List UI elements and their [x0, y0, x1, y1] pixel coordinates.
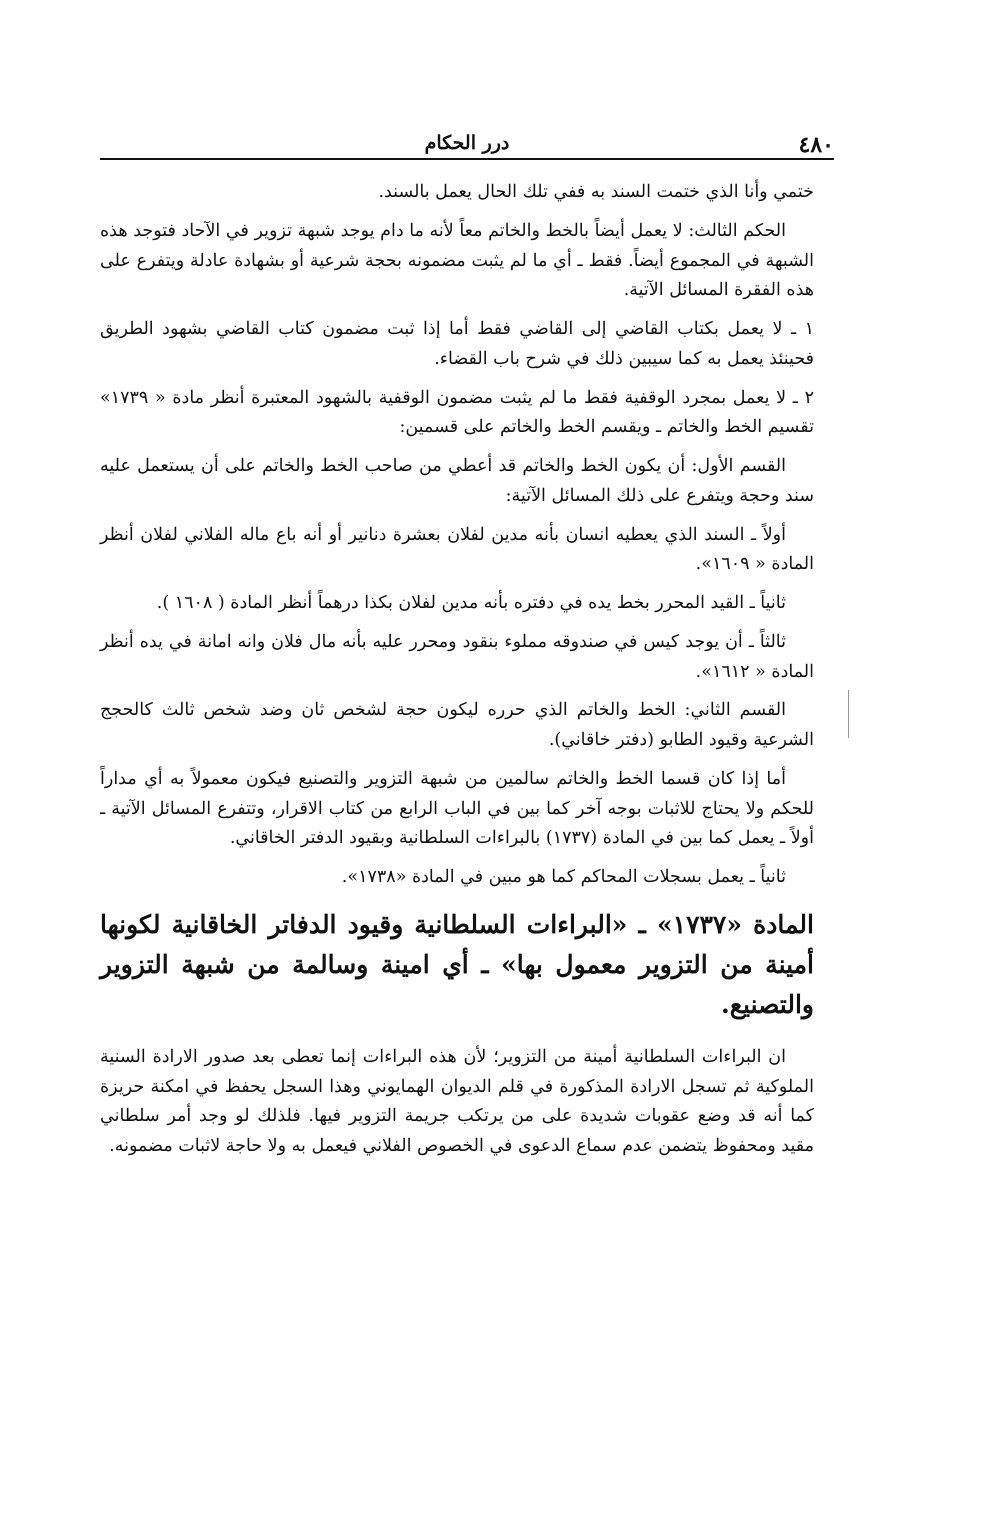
page-header [100, 128, 834, 160]
numbered-item-1: ١ ـ لا يعمل بكتاب القاضي إلى القاضي فقط أما إذا ثبت مضمون كتاب القاضي بشهود الطريق فحينئذ يعمل به كما سيبين ذلك في شرح باب القضاء. [100, 319, 814, 369]
paragraph-second-case: ثانياً ـ القيد المحرر بخط يده في دفتره بأنه مدين لفلان بكذا درهماً أنظر المادة ( ١٦٠٨ ). [156, 593, 786, 613]
numbered-item-2: ٢ ـ لا يعمل بمجرد الوقفية فقط ما لم يثبت مضمون الوقفية بالشهود المعتبرة أنظر مادة « ١٧٣٩» تقسيم الخط والخاتم ـ ويقسم الخط والخاتم على قسمين: [100, 387, 814, 438]
paragraph-first-case: أولاً ـ السند الذي يعطيه انسان بأنه مدين لفلان بعشرة دنانير أو أنه باع ماله الفلاني لفلان أنظر المادة « ١٦٠٩». [100, 524, 814, 575]
margin-mark [848, 690, 849, 738]
article-heading: المادة «١٧٣٧» ـ «البراءات السلطانية وقيود الدفاتر الخاقانية لكونها أمينة من التزوير معمول بها» ـ أي امينة وسالمة من شبهة التزوير والتصنيع. [100, 909, 814, 1019]
paragraph-third-case: ثالثاً ـ أن يوجد كيس في صندوقه مملوء بنقود ومحرر عليه بأنه مال فلان وانه امانة في يده أنظر المادة « ١٦١٢». [100, 631, 814, 682]
paragraph-commentary: ان البراءات السلطانية أمينة من التزوير؛ لأن هذه البراءات إنما تعطى بعد صدور الارادة السنية الملوكية ثم تسجل الارادة المذكورة في قلم الديوان الهمايوني وهذا السجل يحفظ في امكنة حريزة كما أنه قد وضع عقوبات شديدة على من يرتكب جريمة التزوير فيها. فلذلك لو وجد أمر سلطاني مقيد ومحفوظ يتضمن عدم سماع الدعوى في الخصوص الفلاني فيعمل به ولا حاجة لاثبات مضمونه. [100, 1046, 814, 1156]
paragraph-court-records: ثانياً ـ يعمل بسجلات المحاكم كما هو مبين في المادة «١٧٣٨». [341, 867, 786, 887]
paragraph-continuation: ختمي وأنا الذي ختمت السند به ففي تلك الحال يعمل بالسند. [378, 182, 814, 202]
paragraph-first-section: القسم الأول: أن يكون الخط والخاتم قد أعطي من صاحب الخط والخاتم على أن يستعمل عليه سند وحجة ويتفرع على ذلك المسائل الآتية: [100, 456, 814, 506]
page-number: ٤٨٠ [798, 132, 834, 158]
page-body [100, 178, 814, 1171]
paragraph-second-section: القسم الثاني: الخط والخاتم الذي حرره ليكون حجة لشخص ثان وضد شخص ثالث كالحجج الشرعية وقيود الطابو (دفتر خاقاني). [100, 700, 814, 750]
paragraph-both-sections: أما إذا كان قسما الخط والخاتم سالمين من شبهة التزوير والتصنيع فيكون معمولاً به أي مداراً للحكم ولا يحتاج للاثبات بوجه آخر كما بين في الباب الرابع من كتاب الاقرار، وتتفرع المسائل الآتية ـ أولاً ـ يعمل كما بين في المادة (١٧٣٧) بالبراءات السلطانية وبقيود الدفتر الخاقاني. [100, 768, 814, 849]
header-divider [100, 158, 834, 160]
paragraph-third-ruling: الحكم الثالث: لا يعمل أيضاً بالخط والخاتم معاً لأنه ما دام يوجد شبهة تزوير في الآحاد فتوجد هذه الشبهة في المجموع أيضاً. فقط ـ أي ما لم يثبت مضمونه بحجة شرعية أو بشهادة عادلة ويتفرع على هذه الفقرة المسائل الآتية. [100, 220, 814, 301]
running-title: درر الحكام [424, 132, 510, 154]
